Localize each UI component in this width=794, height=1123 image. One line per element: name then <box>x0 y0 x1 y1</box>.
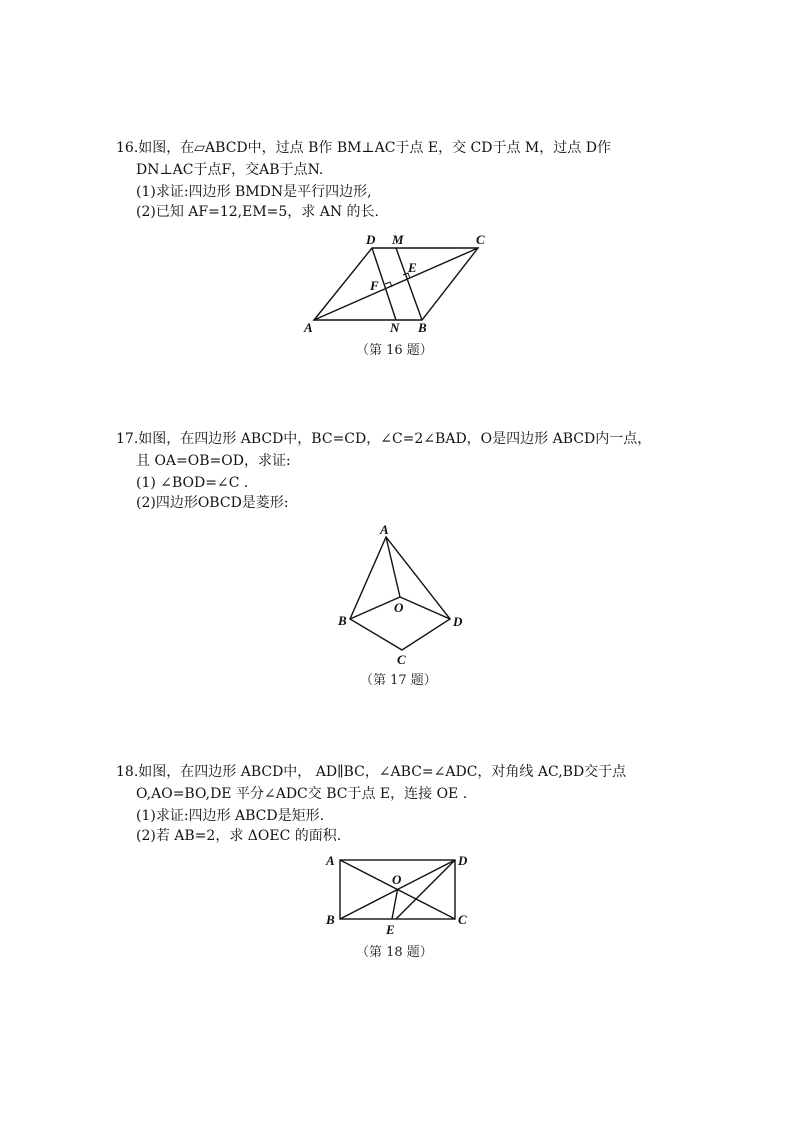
label-o: O <box>392 872 402 887</box>
label-d: D <box>453 614 463 629</box>
label-a: A <box>304 320 313 335</box>
label-d: D <box>458 853 468 868</box>
p18-line-4: (2)若 AB=2，求 ΔOEC 的面积. <box>136 828 342 844</box>
caption-17: （第 17 题） <box>360 673 437 688</box>
figure-16 <box>300 228 500 363</box>
caption-18: （第 18 题） <box>356 945 433 960</box>
p17-line-2: 且 OA=OB=OD，求证: <box>136 453 291 469</box>
segment-bm <box>396 248 422 320</box>
label-a: A <box>380 522 389 537</box>
p16-line-1: 16.如图，在▱ABCD中，过点 B作 BM⊥AC于点 E，交 CD于点 M，过点 D作 <box>116 140 611 156</box>
caption-16: （第 16 题） <box>356 343 433 358</box>
segment-oe <box>392 890 398 920</box>
label-e: E <box>408 260 417 275</box>
p16-line-4: (2)已知 AF=12,EM=5，求 AN 的长. <box>136 204 380 220</box>
segment-od <box>400 597 450 619</box>
segment-de <box>396 860 455 919</box>
figure-18 <box>320 848 480 966</box>
p18-line-1: 18.如图，在四边形 ABCD中， AD∥BC，∠ABC=∠ADC，对角线 AC,BD交于点 <box>116 764 627 780</box>
p17-line-4: (2)四边形OBCD是菱形: <box>136 495 289 511</box>
p17-line-1: 17.如图，在四边形 ABCD中，BC=CD，∠C=2∠BAD，O是四边形 ABCD内一点， <box>116 431 652 447</box>
p17-line-3: (1) ∠BOD=∠C . <box>136 475 249 491</box>
label-c: C <box>458 912 467 927</box>
label-c: C <box>476 232 485 247</box>
p16-line-3: (1)求证:四边形 BMDN是平行四边形, <box>136 184 372 200</box>
p18-line-3: (1)求证:四边形 ABCD是矩形. <box>136 808 325 824</box>
label-b: B <box>338 613 347 628</box>
p18-line-2: O,AO=BO,DE 平分∠ADC交 BC于点 E，连接 OE . <box>136 786 468 802</box>
p16-line-2: DN⊥AC于点F，交AB于点N. <box>136 162 324 178</box>
quadrilateral-abcd <box>350 537 450 650</box>
label-b: B <box>326 912 335 927</box>
figure-17 <box>330 522 470 692</box>
label-c: C <box>397 652 406 667</box>
diagonal-ac <box>314 248 478 320</box>
label-a: A <box>326 853 335 868</box>
label-b: B <box>418 320 427 335</box>
label-n: N <box>390 320 400 335</box>
label-d: D <box>366 232 376 247</box>
label-e: E <box>386 922 395 937</box>
label-f: F <box>370 278 379 293</box>
label-o: O <box>394 600 404 615</box>
label-m: M <box>392 232 404 247</box>
